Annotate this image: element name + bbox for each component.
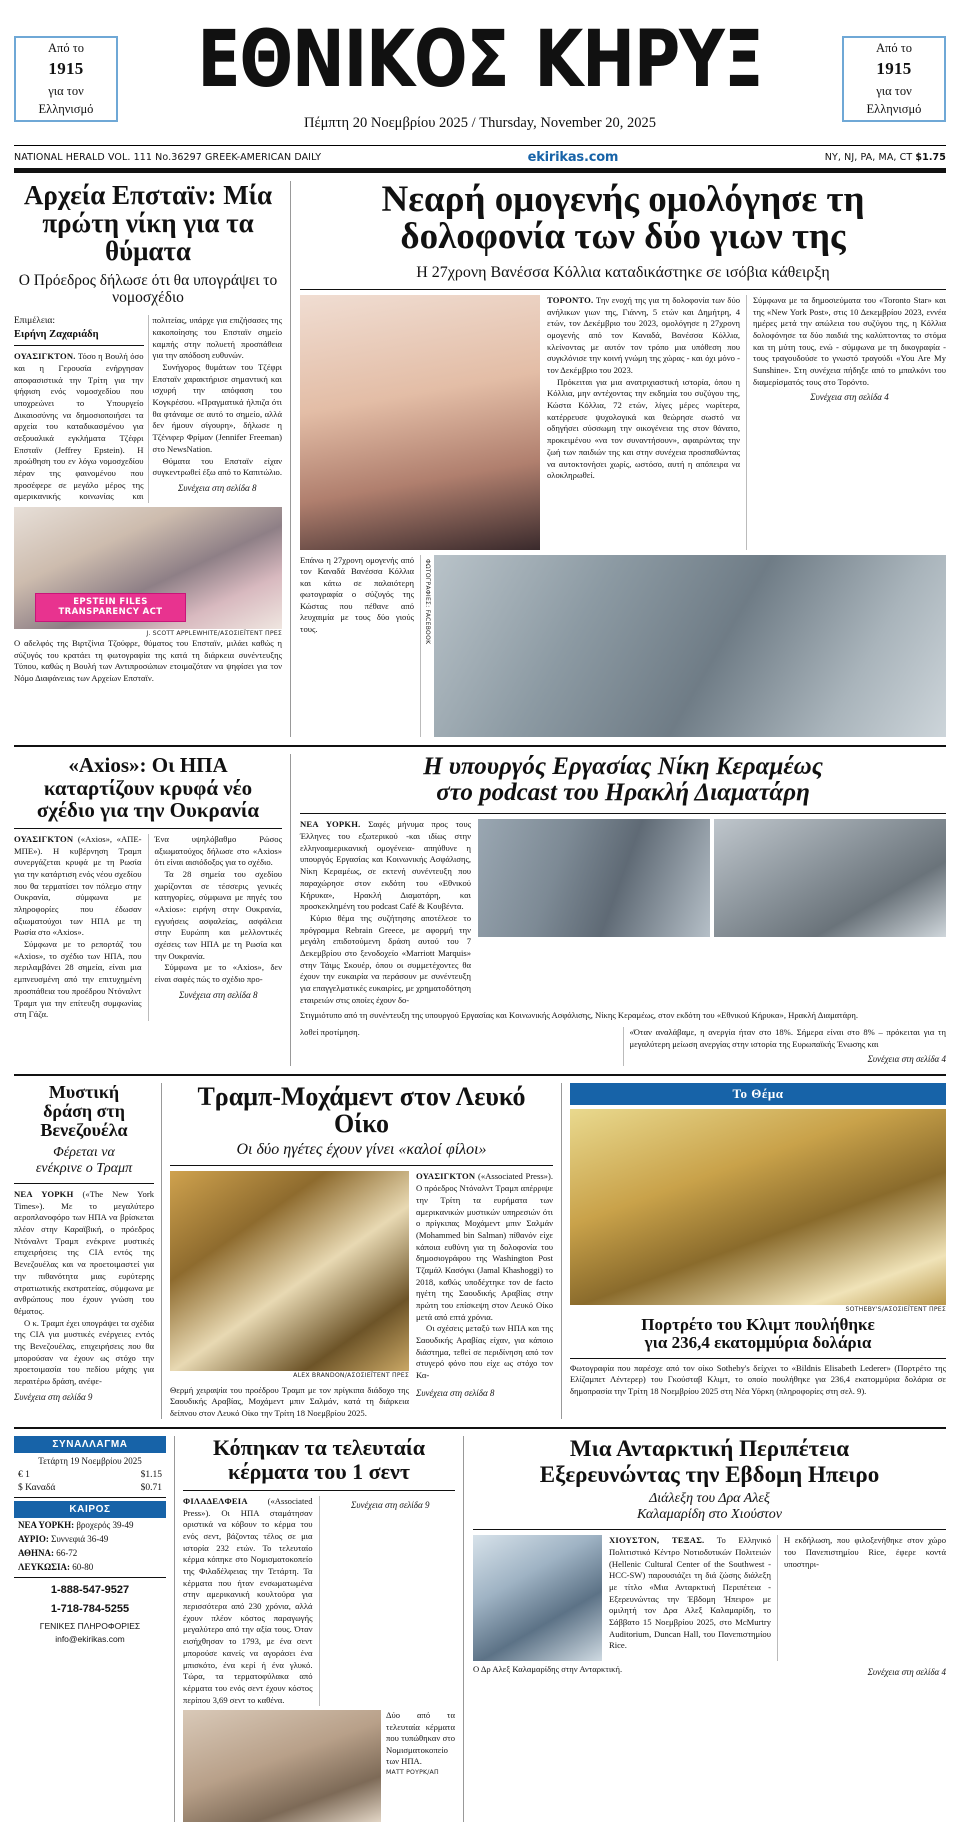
phone-number-local[interactable]: 1-718-784-5255 bbox=[50, 1603, 130, 1616]
trump-photo-credit: ALEX BRANDON/ΑΣΟΣΙΕΪΤΕΝΤ ΠΡΕΣ bbox=[293, 1372, 409, 1380]
newspaper-title bbox=[118, 13, 842, 105]
cent-photo-row bbox=[183, 1710, 455, 1822]
volume-info: NATIONAL HERALD VOL. 111 No.36297 GREEK-AMERICAN DAILY bbox=[14, 151, 322, 163]
epstein-photo bbox=[14, 507, 282, 629]
established-left-year: 1915 bbox=[48, 59, 84, 79]
main-p3: Σύμφωνα με τα δημοσιεύματα του «Toronto Star» και της «New York Post», στις 10 Δεκεμβρίου 2023, εννέα ημέρες μετά την απώλεια του συζύγου της, η Κόλλια δολοφόνησε τα δύο παιδιά της καλύπτοντας το στόμα και τη μύτη τους, ενώ - σύμφωνα με τη δικογραφία - τους τραγουδούσε το γνωστό τραγούδι «You Are My Sunshine». Στη συνέχεια πήδηξε από το μπαλκόνι του διαμερίσματός τους στο Τορόντο. bbox=[753, 294, 946, 387]
main-col-1 bbox=[547, 295, 747, 550]
trump-dateline: ΟΥΑΣΙΓΚΤΟΝ bbox=[416, 1171, 476, 1182]
email-address[interactable]: info@ekirikas.com bbox=[55, 1634, 125, 1645]
cent-coin-photo bbox=[183, 1710, 381, 1822]
price-regions: NY, NJ, PA, MA, CT bbox=[824, 151, 913, 163]
podcast-dateline: ΝΕΑ ΥΟΡΚΗ. bbox=[300, 819, 361, 830]
main-photo-block bbox=[300, 295, 540, 550]
antarctic-body bbox=[473, 1535, 946, 1661]
weather-city: ΝΕΑ ΥΟΡΚΗ: bbox=[18, 1520, 75, 1531]
epstein-photo-credit: J. SCOTT APPLEWHITE/ΑΣΟΣΙΕΪΤΕΝΤ ΠΡΕΣ bbox=[146, 630, 282, 638]
podcast-headline[interactable] bbox=[300, 754, 946, 807]
weather-city: ΛΕΥΚΩΣΙΑ: bbox=[18, 1562, 71, 1573]
cent-photo-credit: ΜΑΤΤ ΡΟΥΡΚ/ΑΠ bbox=[386, 1768, 439, 1776]
issue-date: Πέμπτη 20 Νοεμβρίου 2025 / Thursday, November 20, 2025 bbox=[304, 114, 656, 131]
thema-flag: Το Θέμα bbox=[570, 1083, 946, 1105]
main-vertical-credit-wrap bbox=[420, 555, 434, 737]
axios-p3: Ένα υψηλόβαθμο Ρώσος αξιωματούχος δήλωσε στο «Axios» ότι είναι αισιόδοξος για το σχέδιο. bbox=[154, 833, 282, 868]
top-section bbox=[14, 178, 946, 737]
main-headline-line1: Νεαρή ομογενής ομολόγησε τη bbox=[381, 178, 865, 220]
established-right-line3: για τον bbox=[876, 84, 912, 98]
cent-headline-line2: κέρματα του 1 σεντ bbox=[228, 1459, 410, 1485]
weather-header: ΚΑΙΡΟΣ bbox=[14, 1501, 166, 1518]
epstein-p1: Τόσο η Βουλή όσο και η Γερουσία ενήργησαν αποφασιστικά την Τρίτη για την ψήφιση ενός νομοσχεδίου που υποχρεώνει το Υπουργείο Δικαιοσύνης να δημοσιοποιήσει τα αρχεία του καταδικασμένου για σεξουαλικά εγκλήματα Τζέφρι Επσταϊν (Jeffrey Epstein). Η προώθηση του εν λόγω νομοσχεδίου πέραν της φαινομένου που προσέφερε σε μεγάλο μέρος της αμερικανικής κοινωνίας και πολιτείας, υπάρχε για επιζήσασες της κακοποίησης του Επσταϊν σημείο καμπής στην πολυετή προσπάθεια για την απόδοση ευθυνών. bbox=[14, 315, 282, 502]
epstein-story bbox=[14, 181, 290, 737]
podcast-headline-line1: Η υπουργός Εργασίας Νίκη Κεραμέως bbox=[423, 752, 823, 780]
main-secondary-photo-wrap bbox=[434, 555, 946, 737]
epstein-headline[interactable]: Αρχεία Επσταϊν: Μία πρώτη νίκη για τα θύματα bbox=[23, 179, 273, 267]
main-story bbox=[290, 178, 946, 737]
antarctic-caption-row bbox=[473, 1664, 946, 1677]
weather-city: ΑΘΗΝΑ: bbox=[18, 1548, 54, 1559]
podcast-photos bbox=[478, 819, 946, 1006]
trump-p1: («Associated Press»). Ο πρόεδρος Ντόναλντ Τραμπ απέρριψε την Τρίτη τα ευρήματα των αμερικανικών μυστικών υπηρεσιών ότι ο πρίγκιπας Μοχάμεντ μπιν Σαλμάν (Mohammed bin Salman) πίθανόν είχε κάποια ευθύνη για τη δολοφονία του δημοσιογράφου της Washington Post Τζαμάλ Κασόγκι (Jamal Khashoggi) το 2018, καθώς υποδέχτηκε τον de facto ηγέτη της Σαουδικής Αραβίας στην πρώτη του επίσκεψη στον Λευκό Οίκο μετά από επτά χρόνια. bbox=[416, 1171, 553, 1322]
antarctic-headline[interactable] bbox=[473, 1436, 946, 1487]
venezuela-story bbox=[14, 1083, 162, 1420]
trump-headline[interactable]: Τραμπ-Μοχάμεντ στον Λευκό Οίκο bbox=[197, 1081, 526, 1138]
weather-row bbox=[14, 1518, 166, 1532]
venezuela-subhead bbox=[14, 1145, 154, 1177]
main-photo-caption: Επάνω η 27χρονη ομογενής από τον Καναδά Βανέσσα Κόλλια και κάτω σε παλαιότερη φωτογραφία ο σύζυγός της Κώστας που πέθανε από λευχαιμία με τους δύο γιούς τους. bbox=[300, 554, 414, 634]
axios-body bbox=[14, 834, 282, 1021]
cent-caption: Δύο από τα τελευταία κέρματα που τυπώθηκαν στο Νομισματοκοπείο των ΗΠΑ. bbox=[386, 1710, 455, 1767]
main-portrait-photo bbox=[300, 295, 540, 550]
epstein-p2: Συνήγορος θυμάτων του Τζέφρι Επσταϊν χαρακτήρισε σημαντική και ισχυρή την απόφαση του Κογκρέσου. «Πραγματικά ήλπιζα ότι θα φτάναμε σε αυτό το σημείο, αλλά δεν ήμουν σίγουρη», δήλωσε η Τζένιφερ Φρίμαν (Jennifer Freeman) στο NewsNation. bbox=[152, 362, 282, 454]
exchange-rate-date: Τετάρτη 19 Νοεμβρίου 2025 bbox=[38, 1456, 142, 1467]
axios-p4: Τα 28 σημεία του σχεδίου χωρίζονται σε τέσσερις γενικές κατηγορίες, σύμφωνα με πηγές του «Axios»: ειρήνη στην Ουκρανία, εγγυήσεις ασφαλείας, ασφάλεια στην Ευρώπη και μελλοντικές σχέσεις των ΗΠΑ με τη Ρωσία και την Ουκρανία. bbox=[154, 868, 282, 961]
klimt-headline-line2: για 236,4 εκατομμύρια δολάρια bbox=[644, 1333, 872, 1353]
trump-col bbox=[416, 1171, 553, 1381]
exchange-row bbox=[14, 1468, 166, 1481]
antarctic-sub-line2: Καλαμαρίδη στο Χιούστον bbox=[636, 1507, 783, 1523]
masthead bbox=[14, 0, 946, 132]
venezuela-headline[interactable] bbox=[14, 1083, 154, 1141]
masthead-info-line bbox=[14, 146, 946, 168]
venezuela-headline-line1: Μυστική bbox=[48, 1081, 120, 1102]
venezuela-p1: («The New York Times»). Με το μεγαλύτερο αεροπλανοφόρο των ΗΠΑ να βρίσκεται πλέον στην Καραϊβική, ο πρόεδρος Ντόναλντ Τραμπ ενέκρινε μυστικές επιχειρήσεις της CIA εντός της Βενεζουέλας και να προετοιμαστεί για την πιθανότητα μιας ευρύτερης στρατιωτικής εκστρατείας, σύμφωνα με ανθρώπους που έχουν γνώση του θέματος. bbox=[14, 1189, 154, 1316]
epstein-dateline: ΟΥΑΣΙΓΚΤΟΝ. bbox=[14, 351, 76, 362]
weather-row bbox=[14, 1546, 166, 1560]
antarctic-subhead bbox=[473, 1491, 946, 1523]
main-col-2 bbox=[747, 295, 946, 550]
podcast-col-3 bbox=[624, 1027, 947, 1066]
podcast-caption: Στιγμιότυπο από τη συνέντευξη της υπουργού Εργασίας και Κοινωνικής Ασφάλισης, Νίκης Κεραμέως, στον εκδότη του «Εθνικού Κήρυκα», Ηρακλή Διαματάρη. bbox=[300, 1010, 859, 1021]
antarctic-col-2 bbox=[778, 1535, 946, 1661]
phone-number-toll-free[interactable]: 1-888-547-9527 bbox=[50, 1584, 130, 1597]
established-left-line3: για τον bbox=[48, 84, 84, 98]
weather-city: ΑΥΡΙΟ: bbox=[18, 1534, 49, 1545]
weather-value: Συννεφιά 36-49 bbox=[51, 1534, 109, 1545]
venezuela-headline-line2: δράση στη bbox=[43, 1100, 125, 1121]
axios-headline[interactable]: «Axios»: Οι ΗΠΑ καταρτίζουν κρυφά νέο σχέδιο για την Ουκρανία bbox=[36, 752, 260, 823]
trump-p2: Οι σχέσεις μεταξύ των ΗΠΑ και της Σαουδικής Αραβίας είχαν, για κάποιο διάστημα, τεθεί σε περιδίνηση από τον στυγερό φόνο που είχε ως στόχο τον Κα- bbox=[416, 1323, 553, 1381]
main-lower-row bbox=[300, 555, 946, 737]
main-p2: Πρόκειται για μια ανατριχιαστική ιστορία, όπου η Κόλλια, μην αντέχοντας την εκδημία του συζύγου της, Κώστα Κόλλια, 72 ετών, λίγες μέρες νωρίτερα, κατέρρευσε ψυχολογικά και θεώρησε σωστό να οδηγήσει σύσσωμη την οικογένεια της στον θάνατο, προκειμένου «να τον συναντήσουν», αφαιρώντας την ζωή των παιδιών της και στην συνέχεια προσπαθώντας να αυτοκτονήσει χωρίς, ωστόσο, αυτή η απόπειρα να ολοκληρωθεί. bbox=[547, 376, 740, 481]
exchange-rate-header: ΣΥΝΑΛΛΑΓΜΑ bbox=[14, 1436, 166, 1453]
established-right-line1: Από το bbox=[876, 41, 912, 56]
main-headline[interactable] bbox=[300, 178, 946, 258]
main-dateline: ΤΟΡΟΝΤΟ. bbox=[547, 294, 594, 305]
axios-story bbox=[14, 754, 290, 1066]
podcast-col-2 bbox=[300, 1027, 624, 1066]
antarctic-story bbox=[464, 1436, 946, 1822]
axios-p2: Σύμφωνα με το ρεπορτάζ του «Axios», το σχέδιο των ΗΠΑ, που περιλαμβάνει 28 σημεία, είναι μια εμπνευσμένη από την επιτυχημένη προσπάθεια του προέδρου Ντόναλντ Τραμπ για την επίτευξη συμφωνίας στη Γάζα. bbox=[14, 939, 142, 1020]
cent-continued[interactable]: Συνέχεια στη σελίδα 9 bbox=[351, 1499, 430, 1510]
exchange-row bbox=[14, 1481, 166, 1494]
main-text-columns bbox=[540, 295, 946, 550]
antarctic-continued[interactable]: Συνέχεια στη σελίδα 4 bbox=[867, 1667, 946, 1678]
klimt-caption: Φωτογραφία που παρέσχε από τον οίκο Sotheby's δείχνει το «Bildnis Elisabeth Lederer» (Πορτρέτο της Ελίζαμπετ Λέντερερ) του Γκούσταβ Κλιμτ, το οποίο πουλήθηκε για 236,4 εκατομμύρια δολάρια σε δημοπρασία την Τρίτη 18 Νοεμβρίου 2025 στη Νέα Υόρκη (πληροφορίες στη σελ. 9). bbox=[570, 1362, 946, 1396]
podcast-lower bbox=[300, 1027, 946, 1066]
cent-caption-block bbox=[381, 1710, 455, 1822]
venezuela-continued[interactable]: Συνέχεια στη σελίδα 9 bbox=[14, 1391, 93, 1402]
axios-col-2 bbox=[149, 834, 283, 1021]
main-subhead: Η 27χρονη Βανέσσα Κόλλια καταδικάστηκε σε ισόβια κάθειρξη bbox=[416, 263, 830, 281]
epstein-continued[interactable]: Συνέχεια στη σελίδα 8 bbox=[178, 482, 257, 493]
antarctic-text-cols bbox=[609, 1535, 946, 1661]
venezuela-sub-line2: ενέκρινε ο Τραμπ bbox=[35, 1160, 133, 1176]
antarctic-col-1 bbox=[609, 1535, 778, 1661]
cent-col-2 bbox=[320, 1496, 456, 1706]
podcast-story bbox=[290, 754, 946, 1066]
venezuela-sub-line1: Φέρεται να bbox=[53, 1144, 115, 1160]
podcast-col-1 bbox=[300, 819, 478, 1006]
epstein-photo-caption: Ο αδελφός της Βιρτζίνια Τζούφρε, θύματος του Επσταϊν, μιλάει καθώς η σύζυγός του κρατάει τη φωτογραφία της κατά τη διάρκεια συνέντευξης Τύπου, καθώς η Βουλή των Αντιπροσώπων ετοιμαζόταν να ψηφίσει για τον Νόμο Διαφάνειας των Αρχείων Επσταϊν. bbox=[14, 638, 282, 683]
podcast-photo-host bbox=[714, 819, 946, 937]
cent-col-1 bbox=[183, 1496, 320, 1706]
antarctic-caption: Ο Δρ Αλεξ Καλαμαρίδης στην Ανταρκτική. bbox=[473, 1664, 623, 1675]
antarctic-sub-line1: Διάλεξη του Δρα Αλεξ bbox=[649, 1491, 770, 1506]
klimt-headline-line1: Πορτρέτο του Κλιμτ πουλήθηκε bbox=[641, 1314, 875, 1334]
weather-value: 60-80 bbox=[72, 1562, 94, 1573]
trump-story bbox=[162, 1083, 562, 1420]
byline-label: Επιμέλεια: bbox=[14, 316, 56, 327]
newspaper-title-word2: ΚΗΡΥΞ bbox=[534, 13, 763, 105]
klimt-painting-photo bbox=[570, 1109, 946, 1305]
venezuela-headline-line3: Βενεζουέλα bbox=[40, 1120, 128, 1141]
trump-row bbox=[170, 1171, 553, 1381]
axios-continued[interactable]: Συνέχεια στη σελίδα 8 bbox=[179, 989, 258, 1000]
established-right-year: 1915 bbox=[876, 59, 912, 79]
podcast-p3: λοθεί προτίμηση. bbox=[300, 1026, 360, 1037]
established-left-line1: Από το bbox=[48, 41, 84, 56]
klimt-photo-credit: SOTHEBY'S/ΑΣΟΣΙΕΪΤΕΝΤ ΠΡΕΣ bbox=[845, 1305, 946, 1313]
antarctic-p1: Το Ελληνικό Πολιτιστικό Κέντρο Νοτιοδυτικών Πολιτειών (Hellenic Cultural Center of the Southwest - HCC-SW) παρουσιάζει τη διά ζώσης διάλεξη με τίτλο «Μια Ανταρκτική Περιπέτεια - Εξερευνώντας την Έβδομη Ήπειρο» με ομιλητή τον Δρα Αλεξ Καλαμαρίδη, το Σάββατο 15 Νοεμβρίου 2025, στο McMurtry Auditorium, Duncan Hall, του Πανεπιστημίου Rice. bbox=[609, 1535, 771, 1651]
antarctic-photo bbox=[473, 1535, 602, 1661]
third-section bbox=[14, 1083, 946, 1420]
antarctic-dateline: ΧΙΟΥΣΤΟΝ, ΤΕΞΑΣ. bbox=[609, 1535, 705, 1546]
main-caption-block bbox=[300, 555, 420, 737]
antarctic-headline-line2: Εξερευνώντας την Εβδομη Ηπειρο bbox=[539, 1461, 880, 1487]
bottom-section bbox=[14, 1436, 946, 1822]
antarctic-headline-line1: Μια Ανταρκτική Περιπέτεια bbox=[569, 1436, 850, 1462]
website-link[interactable]: ekirikas.com bbox=[527, 149, 619, 165]
cent-body bbox=[183, 1496, 455, 1706]
venezuela-body bbox=[14, 1189, 154, 1403]
trump-continued[interactable]: Συνέχεια στη σελίδα 8 bbox=[416, 1387, 495, 1398]
weather-row bbox=[14, 1532, 166, 1546]
epstein-subhead: Ο Πρόεδρος δήλωσε ότι θα υπογράψει το νομοσχέδιο bbox=[18, 271, 278, 306]
cent-p1: («Associated Press»). Οι ΗΠΑ σταμάτησαν οριστικά να κόβουν το κέρμα του ενός σεντ, βάζοντας τέλος σε μια ιστορία 232 ετών. Το τελευταίο κέρμα κόπηκε στο Νομισματοκοπείο της Φιλαδέλφειας την Τετάρτη. Τα κέρματα που ήταν ενσωματωμένα στην αμερικανική κουλτούρα για περισσότερα από 230 χρόνια, αλλά έχουν πλέον κόστος παραγωγής μεγαλύτερο από την αξία τους. Όταν εισήχθησαν το 1793, με ένα σεντ μπορούσε κανείς να αγοράσει ένα μπισκότο, ένα κερί ή ένα γλυκό. Τώρα, τα τερματοφύλακα από κέρματα του ενός σεντ έχουν κόστος περίπου 3,69 σεντ το καθένα. bbox=[183, 1495, 313, 1705]
newspaper-title-word1: ΕΘΝΙΚΟΣ bbox=[197, 13, 509, 105]
cent-dateline: ΦΙΛΑΔΕΛΦΕΙΑ bbox=[183, 1495, 248, 1506]
main-family-photo bbox=[434, 555, 946, 737]
price-amount: $1.75 bbox=[915, 151, 946, 163]
antarctic-p2: Η εκδήλωση, που φιλοξενήθηκε στον χώρο του Πανεπιστημίου Rice, έφερε κοντά υποστηρι- bbox=[784, 1535, 946, 1569]
exchange-value: $0.71 bbox=[140, 1482, 162, 1493]
main-p1: Την ενοχή της για τη δολοφονία των δύο ανήλικων γιων της, Γιάννη, 5 ετών και Δημήτρη, 4 ετών, τον Δεκέμβριο του 2023, ομολόγησε η 27χρονη ομογενής από τον Καναδά, Βανέσσα Κόλλια, κλείνοντας με αυτόν τον τρόπο μια υπόθεση που συγκλόνισε την κοινή γνώμη της χώρας - και όχι μόνο - τον Δεκέμβριο του 2023. bbox=[547, 294, 740, 375]
epstein-p3: Θύματα του Επσταϊν είχαν συγκεντρωθεί έξω από το Καπιτώλιο. bbox=[152, 455, 282, 478]
nameplate bbox=[118, 13, 842, 132]
podcast-p1: Σαφές μήνυμα προς τους Έλληνες του εξωτερικού -και ιδίως στην ελληνοαμερικανική ομογένεια- απηύθυνε η υπουργός Εργασίας και Κοινωνικής Ασφάλισης, Νίκη Κεραμέως, σε εκτενή συνέντευξη που παραχώρησε στον εκδότη του «Εθνικού Κήρυκα», Ηρακλή Διαματάρη, και προσκεκλημένη του podcast Café & Κουβέντα. bbox=[300, 819, 471, 912]
podcast-p4: «Όταν αναλάβαμε, η ανεργία ήταν στο 18%. Σήμερα είναι στο 8% – πρόκειται για τη μεγαλύτερη μείωση ανεργίας στην ιστορία της Ευρωπαϊκής Ένωσης και bbox=[629, 1026, 946, 1049]
axios-p1: («Αxios», «ΑΠΕ-ΜΠΕ»). Η κυβέρνηση Τραμπ συνεργάζεται κρυφά με τη Ρωσία για την κατάρτιση ενός νέου σχεδίου που θα τερματίσει τον πόλεμο στην Ουκρανία, σύμφωνα με πληροφορίες που έδωσαν αξιωματούχοι των ΗΠΑ με τη Ρωσία στο «Axios». bbox=[14, 833, 142, 938]
klimt-story bbox=[562, 1083, 946, 1420]
established-right-line4: Ελληνισμό bbox=[866, 102, 922, 117]
axios-col-1 bbox=[14, 834, 149, 1021]
venezuela-dateline: ΝΕΑ ΥΟΡΚΗ bbox=[14, 1189, 74, 1199]
trump-caption-row bbox=[170, 1385, 553, 1420]
axios-p5: Σύμφωνα με το «Axios», δεν είναι σαφές πώς το σχέδιο προ- bbox=[154, 962, 282, 985]
podcast-photo-minister bbox=[478, 819, 710, 937]
trump-caption: Θερμή χειραψία του προέδρου Τραμπ με τον πρίγκιπα διάδοχο της Σαουδικής Αραβίας, Μοχάμεντ μπιν Σαλμάν, κατά τη διάρκεια δείπνου στον Λευκό Οίκο την Τρίτη 18 Νοεμβρίου 2025. bbox=[170, 1384, 409, 1418]
info-box bbox=[14, 1436, 166, 1822]
main-headline-line2: δολοφονία των δύο γιων της bbox=[400, 216, 846, 258]
top-heavy-rule bbox=[14, 168, 946, 173]
epstein-files-sign: EPSTEIN FILES TRANSPARENCY ACT bbox=[35, 593, 185, 622]
main-photo-credit: ΦΩΤΟΓΡΑΦΙΕΣ: FACEBOOK bbox=[424, 558, 431, 645]
exchange-label: $ Καναδά bbox=[18, 1482, 56, 1493]
exchange-value: $1.15 bbox=[140, 1469, 162, 1480]
antarctic-photo-block bbox=[473, 1535, 609, 1661]
weather-value: βροχερός 39-49 bbox=[76, 1520, 134, 1531]
cent-story bbox=[174, 1436, 464, 1822]
trump-subhead: Οι δύο ηγέτες έχουν γίνει «καλοί φίλοι» bbox=[236, 1141, 487, 1159]
price-info bbox=[825, 152, 946, 163]
cent-headline[interactable] bbox=[183, 1436, 455, 1484]
byline-name: Ειρήνη Ζαχαριάδη bbox=[14, 329, 99, 341]
weather-value: 66-72 bbox=[56, 1548, 78, 1559]
exchange-label: € 1 bbox=[18, 1469, 30, 1480]
established-left-line4: Ελληνισμό bbox=[38, 102, 94, 117]
epstein-byline bbox=[14, 315, 144, 346]
axios-dateline: ΟΥΑΣΙΓΚΤΟΝ bbox=[14, 833, 74, 844]
klimt-headline[interactable] bbox=[570, 1316, 946, 1353]
trump-handshake-photo bbox=[170, 1171, 409, 1371]
main-story-row bbox=[300, 295, 946, 550]
established-badge-right bbox=[842, 36, 946, 122]
trump-photo-block bbox=[170, 1171, 416, 1381]
venezuela-p2: Ο κ. Τραμπ έχει υπογράψει τα σχέδια της CIA για μυστικές ενέργειες εντός της Βενεζουέλας, επιχειρήσεις που θα μπορούσαν να έχουν ως στόχο την προετοιμασία του πεδίου μάχης για περαιτέρω δράση, ανέφε- bbox=[14, 1317, 154, 1386]
podcast-headline-line2: στο podcast του Ηρακλή Διαματάρη bbox=[436, 779, 810, 807]
podcast-upper bbox=[300, 819, 946, 1006]
epstein-body bbox=[14, 315, 282, 503]
cent-headline-line1: Κόπηκαν τα τελευταία bbox=[212, 1435, 426, 1461]
weather-row bbox=[14, 1560, 166, 1574]
established-badge-left bbox=[14, 36, 118, 122]
second-section bbox=[14, 754, 946, 1066]
main-continued[interactable]: Συνέχεια στη σελίδα 4 bbox=[810, 392, 889, 403]
podcast-p2: Κύριο θέμα της συζήτησης αποτέλεσε το πρόγραμμα Rebrain Greece, με αφορμή την μεγάλη επιδοτούμενη δράση αυτού του 7 Δεκεμβρίου στο ξενοδοχείο «Marriott Marquis» στην Τάιμς Σκουέρ, όπου οι συμμετέχοντες θα έχουν την ευκαιρία να περάσουν με συνέντευξη για επαγγελματικές ευκαιρίες, με χρηματοδότηση εταιρειών στις οποίες έχουν δο- bbox=[300, 912, 471, 1005]
podcast-continued[interactable]: Συνέχεια στη σελίδα 4 bbox=[867, 1054, 946, 1065]
general-info-label: ΓΕΝΙΚΕΣ ΠΛΗΡΟΦΟΡΙΕΣ bbox=[39, 1621, 141, 1632]
